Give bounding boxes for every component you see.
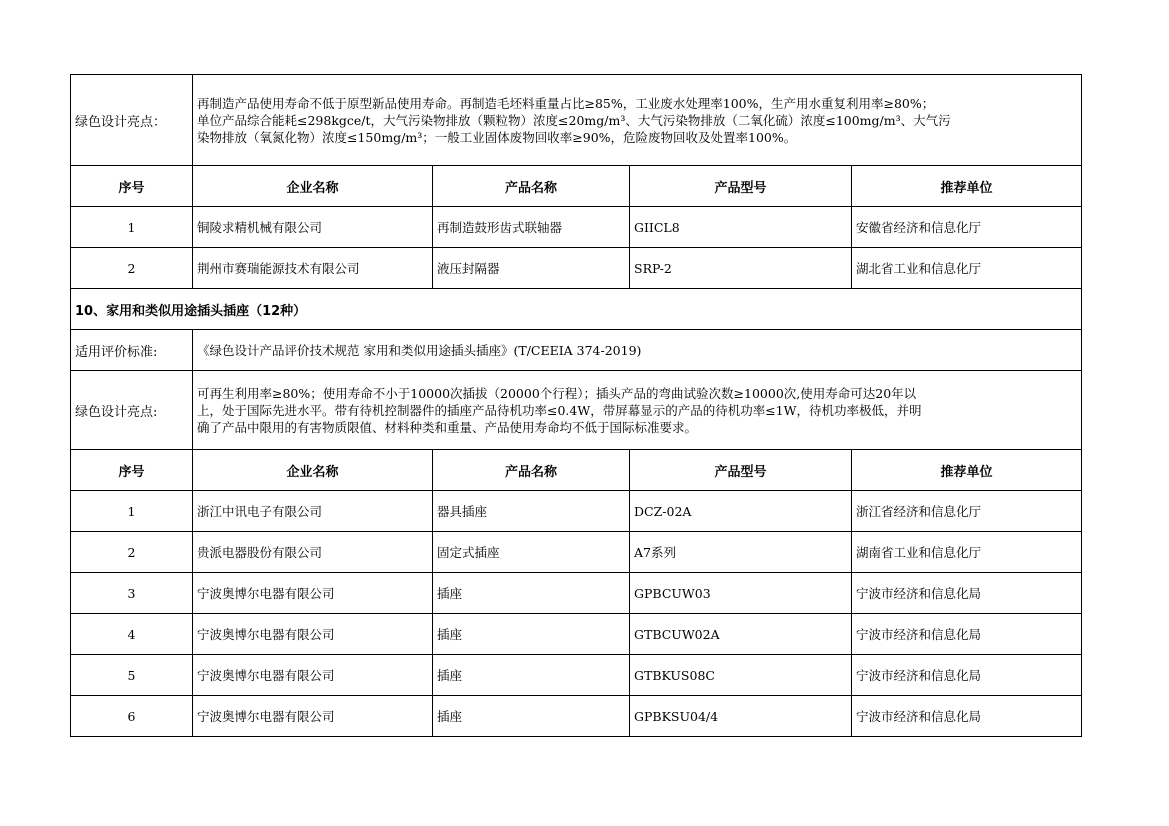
cell-product: 插座 bbox=[433, 573, 630, 614]
cell-company: 浙江中讯电子有限公司 bbox=[193, 491, 433, 532]
table-row bbox=[71, 614, 1082, 655]
highlight-line: 单位产品综合能耗≤298kgce/t，大气污染物排放（颗粒物）浓度≤20mg/m³、大气污染物排放（二氧化硫）浓度≤100mg/m³、大气污 bbox=[197, 112, 951, 128]
header-row bbox=[71, 450, 1082, 491]
cell-no: 2 bbox=[71, 532, 193, 573]
cell-company: 荆州市赛瑞能源技术有限公司 bbox=[193, 248, 433, 289]
cell-product: 液压封隔器 bbox=[433, 248, 630, 289]
cell-model: DCZ-02A bbox=[630, 491, 852, 532]
cell-product: 插座 bbox=[433, 614, 630, 655]
header-model: 产品型号 bbox=[630, 166, 852, 207]
cell-company: 宁波奥博尔电器有限公司 bbox=[193, 573, 433, 614]
table-row bbox=[71, 655, 1082, 696]
document-page bbox=[70, 74, 1081, 737]
cell-model: SRP-2 bbox=[630, 248, 852, 289]
cell-company: 宁波奥博尔电器有限公司 bbox=[193, 655, 433, 696]
section-title: 10、家用和类似用途插头插座（12种） bbox=[71, 289, 1082, 330]
section-row bbox=[71, 289, 1082, 330]
cell-no: 3 bbox=[71, 573, 193, 614]
cell-recommender: 湖南省工业和信息化厅 bbox=[852, 532, 1082, 573]
cell-no: 1 bbox=[71, 491, 193, 532]
cell-product: 再制造鼓形齿式联轴器 bbox=[433, 207, 630, 248]
cell-product: 固定式插座 bbox=[433, 532, 630, 573]
highlight-line: 上，处于国际先进水平。带有待机控制器件的插座产品待机功率≤0.4W，带屏幕显示的产品的待机功率≤1W，待机功率极低，并明 bbox=[197, 402, 922, 418]
highlight-line: 确了产品中限用的有害物质限值、材料种类和重量、产品使用寿命均不低于国际标准要求。 bbox=[197, 419, 698, 435]
table-row bbox=[71, 696, 1082, 737]
cell-model: GPBCUW03 bbox=[630, 573, 852, 614]
cell-model: GIICL8 bbox=[630, 207, 852, 248]
cell-recommender: 宁波市经济和信息化局 bbox=[852, 573, 1082, 614]
standard-value: 《绿色设计产品评价技术规范 家用和类似用途插头插座》(T/CEEIA 374-2019) bbox=[193, 330, 1082, 371]
table-row bbox=[71, 532, 1082, 573]
table-row bbox=[71, 573, 1082, 614]
standard-row bbox=[71, 330, 1082, 371]
cell-model: GTBKUS08C bbox=[630, 655, 852, 696]
cell-recommender: 湖北省工业和信息化厅 bbox=[852, 248, 1082, 289]
cell-no: 1 bbox=[71, 207, 193, 248]
standard-label: 适用评价标准: bbox=[71, 330, 193, 371]
header-company: 企业名称 bbox=[193, 450, 433, 491]
table-row bbox=[71, 491, 1082, 532]
cell-company: 宁波奥博尔电器有限公司 bbox=[193, 614, 433, 655]
header-no: 序号 bbox=[71, 450, 193, 491]
header-row bbox=[71, 166, 1082, 207]
highlight-row bbox=[71, 75, 1082, 166]
header-product: 产品名称 bbox=[433, 166, 630, 207]
cell-no: 5 bbox=[71, 655, 193, 696]
cell-no: 4 bbox=[71, 614, 193, 655]
highlight-text bbox=[193, 75, 1082, 166]
header-model: 产品型号 bbox=[630, 450, 852, 491]
highlight-label: 绿色设计亮点: bbox=[71, 371, 193, 450]
cell-product: 器具插座 bbox=[433, 491, 630, 532]
table-row bbox=[71, 248, 1082, 289]
highlight-row bbox=[71, 371, 1082, 450]
cell-recommender: 宁波市经济和信息化局 bbox=[852, 696, 1082, 737]
cell-recommender: 宁波市经济和信息化局 bbox=[852, 614, 1082, 655]
cell-company: 贵派电器股份有限公司 bbox=[193, 532, 433, 573]
highlight-line: 染物排放（氧氮化物）浓度≤150mg/m³；一般工业固体废物回收率≥90%，危险废物回收及处置率100%。 bbox=[197, 129, 797, 145]
highlight-line: 可再生利用率≥80%；使用寿命不小于10000次插拔（20000个行程）；插头产品的弯曲试验次数≥10000次,使用寿命可达20年以 bbox=[197, 385, 917, 401]
cell-recommender: 浙江省经济和信息化厅 bbox=[852, 491, 1082, 532]
cell-company: 宁波奥博尔电器有限公司 bbox=[193, 696, 433, 737]
cell-model: GPBKSU04/4 bbox=[630, 696, 852, 737]
cell-product: 插座 bbox=[433, 696, 630, 737]
header-recommender: 推荐单位 bbox=[852, 450, 1082, 491]
cell-no: 2 bbox=[71, 248, 193, 289]
highlight-line: 再制造产品使用寿命不低于原型新品使用寿命。再制造毛坯料重量占比≥85%，工业废水处理率100%，生产用水重复利用率≥80%； bbox=[197, 95, 935, 111]
table-row bbox=[71, 207, 1082, 248]
highlight-label: 绿色设计亮点： bbox=[71, 75, 193, 166]
header-company: 企业名称 bbox=[193, 166, 433, 207]
cell-no: 6 bbox=[71, 696, 193, 737]
header-recommender: 推荐单位 bbox=[852, 166, 1082, 207]
product-table bbox=[70, 74, 1082, 737]
cell-recommender: 安徽省经济和信息化厅 bbox=[852, 207, 1082, 248]
cell-model: A7系列 bbox=[630, 532, 852, 573]
cell-recommender: 宁波市经济和信息化局 bbox=[852, 655, 1082, 696]
cell-product: 插座 bbox=[433, 655, 630, 696]
highlight-text bbox=[193, 371, 1082, 450]
header-product: 产品名称 bbox=[433, 450, 630, 491]
header-no: 序号 bbox=[71, 166, 193, 207]
cell-model: GTBCUW02A bbox=[630, 614, 852, 655]
cell-company: 铜陵求精机械有限公司 bbox=[193, 207, 433, 248]
